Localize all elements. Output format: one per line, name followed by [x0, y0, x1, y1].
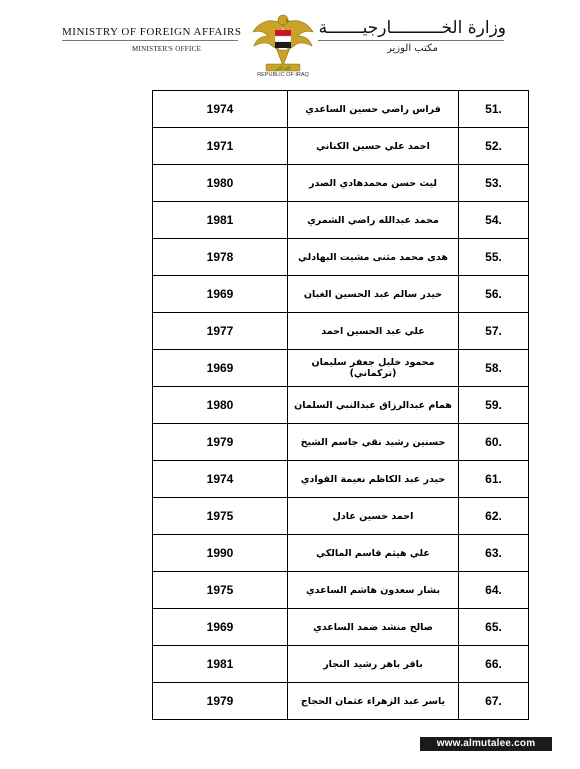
names-table-grid — [152, 90, 529, 720]
row-number-cell: 53. — [459, 165, 529, 202]
emblem-banner-text: الله اكبر — [275, 66, 291, 72]
person-name-cell: هدى محمد مثنى مشيت البهادلي — [288, 239, 459, 276]
birth-year-cell: 1977 — [153, 313, 288, 350]
person-name-cell: همام عبدالرزاق عبدالنبي السلمان — [288, 387, 459, 424]
person-name-cell: باقر باهر رشيد النجار — [288, 646, 459, 683]
table-row — [153, 646, 529, 683]
names-table-body — [153, 91, 529, 720]
table-row — [153, 128, 529, 165]
table-row — [153, 572, 529, 609]
birth-year-cell: 1975 — [153, 498, 288, 535]
table-row — [153, 683, 529, 720]
row-number-cell: 51. — [459, 91, 529, 128]
person-name-cell: ياسر عبد الزهراء عثمان الحجاج — [288, 683, 459, 720]
person-name-cell: علي هيثم قاسم المالكي — [288, 535, 459, 572]
names-table — [152, 90, 525, 713]
table-row — [153, 276, 529, 313]
person-name-cell: حيدر سالم عبد الحسين الغبان — [288, 276, 459, 313]
birth-year-cell: 1971 — [153, 128, 288, 165]
birth-year-cell: 1990 — [153, 535, 288, 572]
minister-office-arabic: مكتب الوزير — [386, 43, 438, 54]
table-row — [153, 609, 529, 646]
birth-year-cell: 1981 — [153, 202, 288, 239]
birth-year-cell: 1978 — [153, 239, 288, 276]
republic-of-iraq-caption: REPUBLIC OF IRAQ — [257, 72, 309, 78]
birth-year-cell: 1975 — [153, 572, 288, 609]
table-row — [153, 535, 529, 572]
row-number-cell: 56. — [459, 276, 529, 313]
birth-year-cell: 1979 — [153, 424, 288, 461]
table-row — [153, 461, 529, 498]
ministry-title-arabic: وزارة الخــــــــــارجيـــــــة — [318, 18, 506, 38]
row-number-cell: 54. — [459, 202, 529, 239]
row-number-cell: 59. — [459, 387, 529, 424]
row-number-cell: 66. — [459, 646, 529, 683]
letterhead — [0, 0, 580, 88]
birth-year-cell: 1969 — [153, 609, 288, 646]
person-name-cell: علي عبد الحسين احمد — [288, 313, 459, 350]
minister-office-english: MINISTER'S OFFICE — [132, 45, 202, 53]
person-name-cell: احمد علي حسين الكناني — [288, 128, 459, 165]
person-name-cell: فراس راضي حسين الساعدي — [288, 91, 459, 128]
row-number-cell: 58. — [459, 350, 529, 387]
table-row — [153, 387, 529, 424]
person-name-cell: محمود خليل جعفر سليمان (تركماني) — [288, 350, 459, 387]
table-row — [153, 202, 529, 239]
birth-year-cell: 1969 — [153, 276, 288, 313]
birth-year-cell: 1980 — [153, 387, 288, 424]
birth-year-cell: 1981 — [153, 646, 288, 683]
person-name-cell: بشار سعدون هاشم الساعدي — [288, 572, 459, 609]
person-name-cell: حسنين رشيد نقي جاسم الشيخ — [288, 424, 459, 461]
table-row — [153, 424, 529, 461]
birth-year-cell: 1979 — [153, 683, 288, 720]
person-name-cell: محمد عبدالله راضي الشمري — [288, 202, 459, 239]
row-number-cell: 63. — [459, 535, 529, 572]
table-row — [153, 165, 529, 202]
birth-year-cell: 1969 — [153, 350, 288, 387]
row-number-cell: 55. — [459, 239, 529, 276]
table-row — [153, 498, 529, 535]
person-name-cell: احمد حسين عادل — [288, 498, 459, 535]
site-watermark: www.almutalee.com — [436, 738, 536, 749]
row-number-cell: 67. — [459, 683, 529, 720]
ministry-title-english: MINISTRY OF FOREIGN AFFAIRS — [62, 26, 242, 38]
row-number-cell: 52. — [459, 128, 529, 165]
person-name-cell: حيدر عبد الكاظم نعيمة الفوادي — [288, 461, 459, 498]
table-row — [153, 239, 529, 276]
table-row — [153, 350, 529, 387]
person-name-cell: ليث حسن محمدهادي الصدر — [288, 165, 459, 202]
arabic-title-divider — [318, 40, 504, 41]
row-number-cell: 60. — [459, 424, 529, 461]
row-number-cell: 61. — [459, 461, 529, 498]
table-row — [153, 313, 529, 350]
row-number-cell: 57. — [459, 313, 529, 350]
birth-year-cell: 1974 — [153, 91, 288, 128]
birth-year-cell: 1980 — [153, 165, 288, 202]
person-name-cell: صالح منشد ضمد الساعدي — [288, 609, 459, 646]
birth-year-cell: 1974 — [153, 461, 288, 498]
english-title-divider — [62, 40, 238, 41]
row-number-cell: 64. — [459, 572, 529, 609]
row-number-cell: 65. — [459, 609, 529, 646]
row-number-cell: 62. — [459, 498, 529, 535]
table-row — [153, 91, 529, 128]
